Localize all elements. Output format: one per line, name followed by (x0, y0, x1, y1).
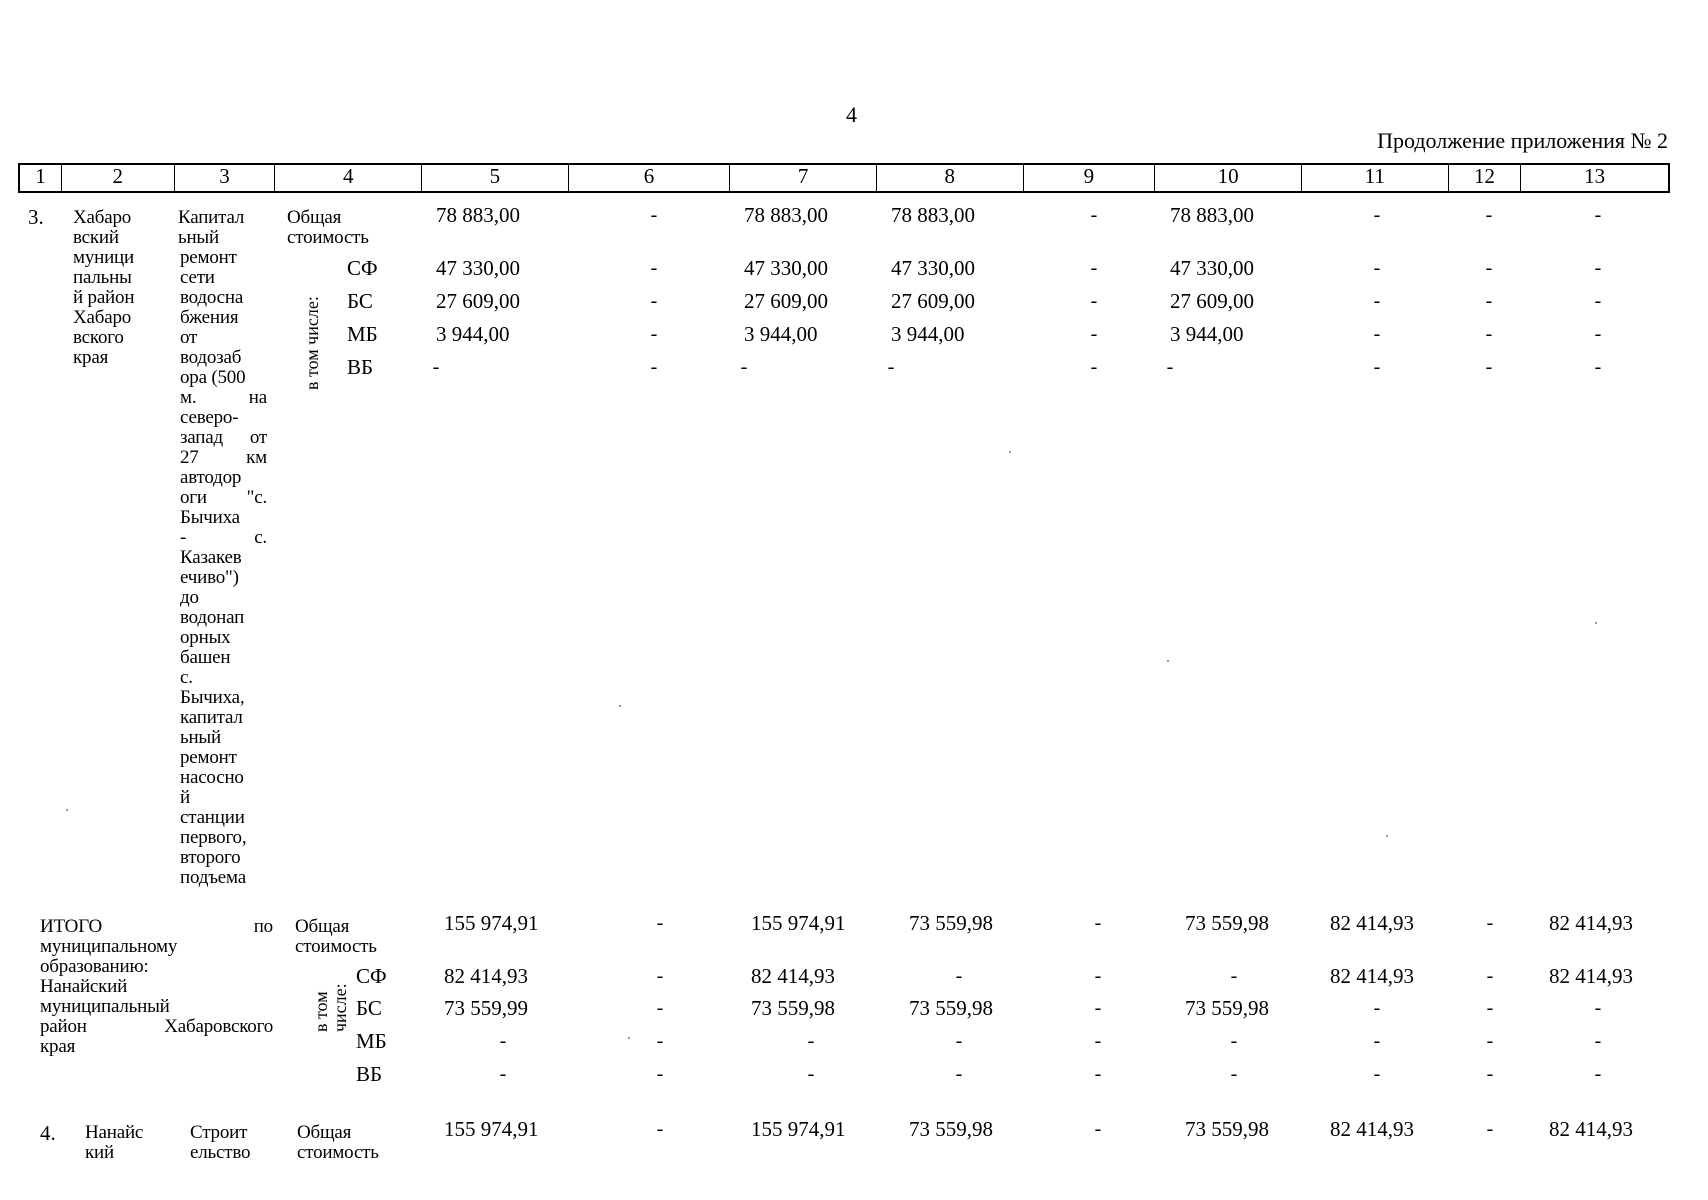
row3-line2-c13: - (1594, 290, 1602, 312)
row3-line2-c7: 27 609,00 (744, 289, 828, 313)
row4-line0-c7: 155 974,91 (751, 1117, 846, 1141)
row4-line0-c10: 73 559,98 (1185, 1117, 1269, 1141)
funding-type-label: МБ (356, 1029, 387, 1053)
total-label-line: Нанайский (40, 976, 128, 997)
total-line1-c12: - (1486, 965, 1494, 987)
total-line3-c6: - (656, 1030, 664, 1052)
total-line1-c11: 82 414,93 (1330, 964, 1414, 988)
scan-speck (1386, 835, 1388, 837)
row3-line4-c9: - (1090, 356, 1098, 378)
total-line0-c9: - (1094, 912, 1102, 934)
including-vertical-label: в том числе: (302, 296, 322, 390)
total-line0-c10: 73 559,98 (1185, 911, 1269, 935)
object-description-line: до (180, 587, 199, 608)
total-line0-c12: - (1486, 912, 1494, 934)
row3-line2-c6: - (650, 290, 658, 312)
total-label-line: образованию: (40, 956, 149, 977)
object-description-line: ьный (180, 727, 221, 748)
row3-line4-c5: - (432, 356, 440, 378)
row3-line0-c12: - (1485, 204, 1493, 226)
total-line2-c12: - (1486, 997, 1494, 1019)
row4-line0-c13: 82 414,93 (1549, 1117, 1633, 1141)
total-line2-c9: - (1094, 997, 1102, 1019)
column-header-2: 2 (62, 165, 175, 191)
total-line2-c6: - (656, 997, 664, 1019)
total-line2-c7: 73 559,98 (751, 996, 835, 1020)
row3-line1-c11: - (1373, 257, 1381, 279)
row3-line1-c8: 47 330,00 (891, 256, 975, 280)
row3-line1-c13: - (1594, 257, 1602, 279)
total-label-line: ИТОГО по (40, 916, 273, 937)
object-description-line: й (180, 787, 190, 808)
object-description-line: от (180, 327, 198, 348)
column-header-9: 9 (1024, 165, 1156, 191)
total-line4-c8: - (955, 1063, 963, 1085)
row3-line1-c12: - (1485, 257, 1493, 279)
scan-speck (628, 1037, 630, 1039)
column-header-12: 12 (1449, 165, 1522, 191)
total-line1-c9: - (1094, 965, 1102, 987)
row3-line0-c5: 78 883,00 (436, 203, 520, 227)
total-line4-c11: - (1373, 1063, 1381, 1085)
object-description-line: станции (180, 807, 245, 828)
row4-line0-c5: 155 974,91 (444, 1117, 539, 1141)
total-line4-c9: - (1094, 1063, 1102, 1085)
row3-line2-c8: 27 609,00 (891, 289, 975, 313)
object-description-line: Казакев (180, 547, 242, 568)
object-description-line: ремонт (180, 747, 237, 768)
total-line1-c5: 82 414,93 (444, 964, 528, 988)
total-line0-c11: 82 414,93 (1330, 911, 1414, 935)
total-line4-c10: - (1230, 1063, 1238, 1085)
object-description-line: водосна (180, 287, 244, 308)
total-line1-c7: 82 414,93 (751, 964, 835, 988)
total-line4-c6: - (656, 1063, 664, 1085)
object-description-line: башен (180, 647, 231, 668)
funding-type-label: ВБ (347, 355, 374, 379)
scan-speck (619, 705, 621, 707)
row3-line3-c8: 3 944,00 (891, 322, 965, 346)
row3-line4-c13: - (1594, 356, 1602, 378)
total-line3-c13: - (1594, 1030, 1602, 1052)
total-cost-label: Общая стоимость (287, 207, 369, 248)
row3-line0-c8: 78 883,00 (891, 203, 975, 227)
funding-type-label: БС (347, 289, 373, 313)
total-line1-c8: - (955, 965, 963, 987)
column-header-5: 5 (422, 165, 569, 191)
district-cell: Хабаро вский муници пальны й район Хабаро вского края (73, 207, 135, 368)
row3-line3-c5: 3 944,00 (436, 322, 510, 346)
total-line3-c7: - (807, 1030, 815, 1052)
object-description-line: ечиво") (180, 567, 239, 588)
row3-line0-c10: 78 883,00 (1170, 203, 1254, 227)
scan-speck (1009, 451, 1011, 453)
row3-line4-c6: - (650, 356, 658, 378)
table-header-row (18, 163, 1670, 193)
column-header-7: 7 (730, 165, 877, 191)
total-line2-c5: 73 559,99 (444, 996, 528, 1020)
funding-type-label: ВБ (356, 1062, 383, 1086)
object-description-line: оги "с. (180, 487, 267, 508)
funding-type-label: СФ (356, 964, 387, 988)
column-header-4: 4 (275, 165, 422, 191)
object-description-line: орных (180, 627, 231, 648)
row3-line0-c11: - (1373, 204, 1381, 226)
total-line3-c12: - (1486, 1030, 1494, 1052)
total-line1-c6: - (656, 965, 664, 987)
total-line0-c8: 73 559,98 (909, 911, 993, 935)
total-label-line: края (40, 1036, 76, 1057)
row3-line3-c12: - (1485, 323, 1493, 345)
row3-line1-c9: - (1090, 257, 1098, 279)
row3-line1-c5: 47 330,00 (436, 256, 520, 280)
row3-line2-c9: - (1090, 290, 1098, 312)
scan-speck (66, 809, 68, 811)
total-label-line: район Хабаровского (40, 1016, 273, 1037)
object-description-line: второго (180, 847, 241, 868)
row4-line0-c9: - (1094, 1118, 1102, 1140)
total-line0-c5: 155 974,91 (444, 911, 539, 935)
total-line4-c5: - (499, 1063, 507, 1085)
total-line0-c7: 155 974,91 (751, 911, 846, 935)
object-description-line: подъема (180, 867, 246, 888)
total-label-line: муниципальный (40, 996, 170, 1017)
total-cost-label: Общая стоимость (295, 916, 377, 957)
row3-line4-c12: - (1485, 356, 1493, 378)
object-description-line: ремонт (180, 247, 237, 268)
row3-line2-c12: - (1485, 290, 1493, 312)
total-line3-c11: - (1373, 1030, 1381, 1052)
total-line1-c10: - (1230, 965, 1238, 987)
object-description-line: первого, (180, 827, 247, 848)
total-line2-c8: 73 559,98 (909, 996, 993, 1020)
row3-line2-c10: 27 609,00 (1170, 289, 1254, 313)
page-number: 4 (846, 102, 857, 127)
total-line4-c12: - (1486, 1063, 1494, 1085)
funding-type-label: БС (356, 996, 382, 1020)
object-description-line: сети (180, 267, 215, 288)
object-description-line: капитал (180, 707, 243, 728)
row3-line0-c6: - (650, 204, 658, 226)
total-line3-c9: - (1094, 1030, 1102, 1052)
object-description-cell (180, 208, 267, 888)
row3-line0-c9: - (1090, 204, 1098, 226)
row4-line0-c12: - (1486, 1118, 1494, 1140)
object-description-line: с. (180, 667, 193, 688)
object-description-line: бжения (180, 307, 239, 328)
row3-line3-c10: 3 944,00 (1170, 322, 1244, 346)
row3-line4-c11: - (1373, 356, 1381, 378)
row3-line3-c9: - (1090, 323, 1098, 345)
row3-line1-c10: 47 330,00 (1170, 256, 1254, 280)
object-description-line: - с. (180, 527, 267, 548)
row3-line2-c5: 27 609,00 (436, 289, 520, 313)
object-description-line: водозаб (180, 347, 242, 368)
row3-line2-c11: - (1373, 290, 1381, 312)
total-label (40, 917, 273, 1057)
object-description-line: м. на (180, 387, 267, 408)
object-description-line: 27 км (180, 447, 267, 468)
row3-line0-c7: 78 883,00 (744, 203, 828, 227)
row-number: 4. (40, 1121, 56, 1145)
object-description-line: Бычиха (180, 507, 240, 528)
total-line2-c10: 73 559,98 (1185, 996, 1269, 1020)
total-line4-c7: - (807, 1063, 815, 1085)
scan-speck (1167, 660, 1169, 662)
including-vertical-label: в том числе: (311, 983, 350, 1032)
object-description-line: насосно (180, 767, 244, 788)
row3-line3-c13: - (1594, 323, 1602, 345)
scan-speck (1595, 622, 1597, 624)
column-header-13: 13 (1584, 163, 1606, 188)
row3-line3-c11: - (1373, 323, 1381, 345)
total-line0-c13: 82 414,93 (1549, 911, 1633, 935)
object-description-line: ьный (178, 227, 219, 248)
object-description-line: ора (500 (180, 367, 246, 388)
object-description-line: Капитал (178, 207, 245, 228)
row3-line4-c7: - (740, 356, 748, 378)
row4-line0-c6: - (656, 1118, 664, 1140)
total-cost-label: Общая стоимость (297, 1122, 379, 1163)
total-line4-c13: - (1594, 1063, 1602, 1085)
row3-line3-c6: - (650, 323, 658, 345)
column-header-3: 3 (175, 165, 276, 191)
column-header-10: 10 (1155, 165, 1302, 191)
row-number: 3. (28, 205, 44, 229)
total-line0-c6: - (656, 912, 664, 934)
row4-line0-c8: 73 559,98 (909, 1117, 993, 1141)
object-description-line: водонап (180, 607, 245, 628)
column-header-6: 6 (569, 165, 731, 191)
total-line3-c5: - (499, 1030, 507, 1052)
row3-line4-c8: - (887, 356, 895, 378)
row3-line1-c7: 47 330,00 (744, 256, 828, 280)
object-description-line: автодор (180, 467, 242, 488)
column-header-11: 11 (1302, 165, 1449, 191)
column-header-8: 8 (877, 165, 1024, 191)
total-line3-c10: - (1230, 1030, 1238, 1052)
total-line2-c11: - (1373, 997, 1381, 1019)
row3-line1-c6: - (650, 257, 658, 279)
district-cell: Нанайс кий (85, 1122, 144, 1163)
funding-type-label: МБ (347, 322, 378, 346)
object-description-line: Бычиха, (180, 687, 245, 708)
funding-type-label: СФ (347, 256, 378, 280)
continuation-label: Продолжение приложения № 2 (1377, 128, 1668, 153)
total-line2-c13: - (1594, 997, 1602, 1019)
row3-line4-c10: - (1166, 356, 1174, 378)
total-line3-c8: - (955, 1030, 963, 1052)
row3-line0-c13: - (1594, 204, 1602, 226)
object-description-line: северо- (180, 407, 239, 428)
row3-line3-c7: 3 944,00 (744, 322, 818, 346)
object-description-line: запад от (180, 427, 267, 448)
total-line1-c13: 82 414,93 (1549, 964, 1633, 988)
object-description-cell: Строит ельство (190, 1122, 251, 1163)
total-label-line: муниципальному (40, 936, 178, 957)
row4-line0-c11: 82 414,93 (1330, 1117, 1414, 1141)
column-header-1: 1 (20, 165, 62, 191)
